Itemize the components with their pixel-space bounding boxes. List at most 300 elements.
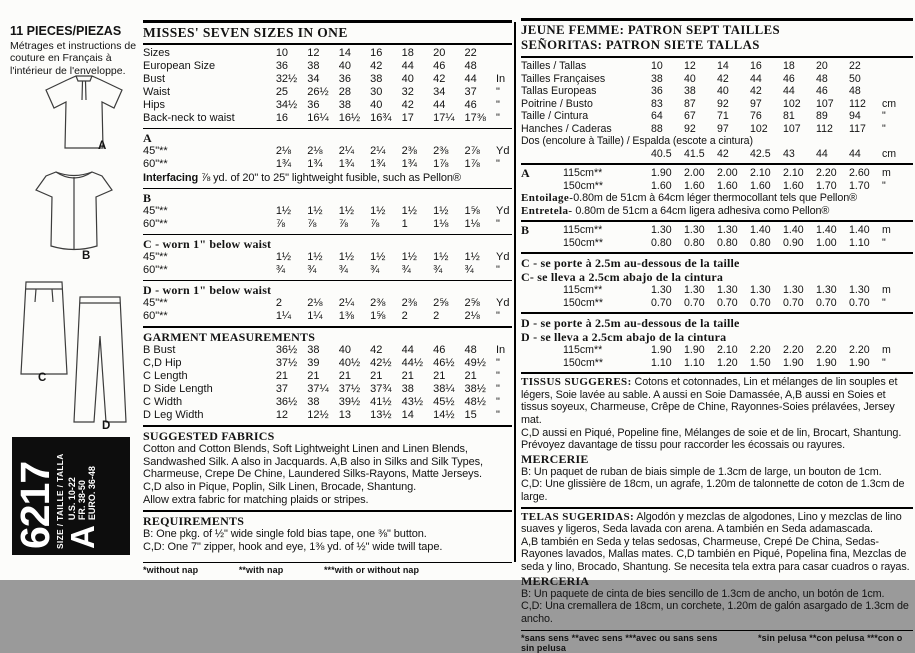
row-label	[521, 148, 651, 161]
row-value: 38	[370, 73, 383, 85]
row-value: ⅞	[307, 217, 317, 230]
interfacing-note-lead: Interfacing	[143, 172, 199, 184]
left-column	[10, 24, 138, 580]
row-value: ¾	[401, 263, 411, 276]
table-row	[143, 73, 512, 86]
row-value: 1.60	[783, 179, 804, 192]
row-value: 1.60	[717, 179, 738, 192]
row-value: 48	[816, 72, 828, 85]
row-label: 60"**	[143, 217, 168, 230]
row-label: 115cm**	[563, 167, 603, 180]
rule	[143, 188, 512, 189]
row-value: 30	[370, 86, 383, 98]
row-value: 2.00	[717, 167, 738, 180]
table-row	[521, 297, 913, 310]
row-value: 13	[338, 408, 351, 421]
table-row	[521, 344, 913, 357]
row-value: 42	[401, 99, 414, 111]
row-value: 40½	[338, 356, 361, 369]
row-value: ⅞	[370, 217, 380, 230]
row-value: 0.70	[750, 296, 771, 309]
nap-footnote	[143, 565, 512, 575]
row-value: 2.20	[783, 344, 804, 357]
row-value: 44½	[401, 356, 424, 369]
table-row	[521, 85, 913, 98]
row-value: 1¾	[338, 158, 355, 170]
table-row	[143, 218, 512, 231]
row-value: 32	[401, 86, 414, 98]
euro-size-range: EURO. 36-48	[87, 466, 97, 521]
table-row	[143, 264, 512, 277]
row-value: 42	[433, 73, 446, 85]
spanish-title: SEÑORITAS: PATRON SIETE TALLAS	[521, 38, 760, 52]
row-value: 1.90	[816, 356, 837, 369]
skirt-c-line-art	[14, 276, 74, 380]
telas-paragraph	[521, 511, 913, 536]
row-unit: m	[882, 224, 891, 237]
row-value: 67	[684, 110, 696, 122]
row-value: 38¼	[433, 382, 455, 395]
row-unit: Yd	[495, 296, 510, 309]
row-value: 42	[750, 85, 762, 97]
row-value: 37¼	[307, 382, 329, 395]
yardage-table-c	[143, 251, 512, 277]
row-value: 49½	[464, 356, 486, 369]
row-label: 150cm**	[563, 179, 604, 192]
row-value: 41.5	[684, 147, 705, 160]
french-title: JEUNE FEMME: PATRON SEPT TAILLES	[521, 23, 781, 37]
row-value: 1¾	[307, 158, 323, 170]
row-value: 1½	[370, 250, 386, 263]
row-value: 1.30	[684, 224, 705, 237]
table-row	[143, 310, 512, 323]
row-value: 34	[307, 73, 320, 85]
rule	[143, 43, 512, 45]
tissus-line-plaids: Prévoyez davantage de tissu pour raccorder les écossais ou rayures.	[521, 439, 845, 452]
row-view-letter	[521, 357, 563, 370]
row-value: 22	[849, 60, 861, 72]
row-label: 45"**	[143, 296, 168, 309]
row-label: C,D Hip	[143, 356, 182, 369]
row-value: 45½	[433, 395, 455, 408]
section-header-a: A	[143, 131, 152, 145]
dos-espalda-values	[521, 148, 913, 161]
row-label: Poitrine / Busto	[521, 97, 593, 110]
row-value: 1⅝	[370, 309, 386, 322]
footnote-with-nap: **with nap	[238, 565, 284, 576]
garment-sketch-c	[14, 276, 74, 380]
row-value: 2	[433, 309, 440, 322]
column-divider	[514, 22, 516, 562]
row-value: 17¼	[433, 112, 455, 124]
row-unit: "	[495, 408, 500, 421]
row-value: 12	[684, 60, 696, 72]
garment-measurements-table	[143, 344, 512, 422]
row-value: 2¼	[370, 145, 386, 157]
row-value: 1½	[464, 250, 480, 263]
row-value: 16¾	[370, 112, 392, 124]
row-label: Tallas Europeas	[521, 85, 597, 97]
row-value: 44	[750, 72, 762, 85]
entoilage-text: 0.80m de 51cm à 64cm léger thermocollant tels que Pellon®	[573, 192, 858, 205]
row-value: ⅞	[275, 217, 285, 230]
mercerie-line-b: B: Un paquet de ruban de biais simple de 1.3cm de large, un bouton de 1cm.	[521, 465, 882, 478]
footnote-french: *sans sens **avec sens ***avec ou sans sens	[521, 633, 718, 644]
row-value: 25	[275, 86, 289, 98]
row-label: C Length	[143, 369, 188, 382]
table-row	[521, 110, 913, 123]
rule	[143, 280, 512, 281]
tissus-text: Cotons et cotonnades, Lin et mélanges de lin souples et légers, Soie lavée au sable. A aussi en Soie Damassée, A,B aussi en Soies et tissus soyeux, Charmeuse, Crêpe de Chine, Rayonnes-Soies prélavées, Jersey mat.	[521, 376, 898, 427]
row-value: 40	[338, 343, 351, 356]
rule	[521, 372, 913, 374]
row-value: 40.5	[651, 147, 672, 160]
row-value: 1.90	[651, 344, 672, 357]
row-value: 1.90	[849, 356, 870, 369]
pattern-number: 6217	[12, 461, 58, 549]
table-row	[521, 167, 913, 180]
requirements-header: REQUIREMENTS	[143, 513, 245, 528]
row-value: 1.30	[750, 284, 771, 297]
row-value: ¾	[370, 263, 380, 276]
table-row	[143, 99, 512, 112]
row-label: 45"**	[143, 204, 168, 217]
row-value: 2.00	[684, 167, 705, 180]
row-value: 40	[370, 99, 383, 111]
row-value: 1½	[338, 250, 355, 263]
metric-yardage-b	[521, 224, 913, 249]
row-value: 38	[401, 382, 414, 395]
row-value: 10	[275, 47, 289, 59]
row-unit: "	[495, 369, 500, 382]
row-value: 83	[651, 97, 663, 110]
row-value: 0.90	[783, 236, 804, 249]
row-value: 76	[750, 110, 762, 122]
section-d-header-fr: D - se porte à 2.5m au-dessous de la taille	[521, 316, 740, 331]
entoilage-note	[521, 192, 913, 205]
row-value: 20	[433, 47, 446, 59]
rule	[143, 425, 512, 427]
us-size-range: U.S. 10-22	[67, 477, 77, 521]
row-value: 38	[338, 99, 351, 111]
section-header-d: D - worn 1" below waist	[143, 282, 272, 297]
row-unit: In	[495, 73, 506, 85]
sens-footnote	[521, 633, 913, 653]
footnote-with-or-without-nap: ***with or without nap	[323, 565, 420, 576]
row-value: 36	[651, 85, 663, 97]
entretela-lead: Entretela-	[521, 204, 573, 217]
table-row	[521, 98, 913, 111]
row-value: 2.10	[750, 167, 771, 180]
yardage-section-a	[143, 131, 512, 185]
table-row	[521, 357, 913, 370]
mercerie-header: MERCERIE	[521, 451, 589, 466]
table-row	[143, 145, 512, 158]
row-value: 12	[275, 408, 289, 421]
row-value: 112	[816, 122, 833, 135]
row-label: 150cm**	[563, 236, 604, 249]
dos-espalda-label: Dos (encolure à Taille) / Espalda (escote a cintura)	[521, 135, 753, 147]
row-value: 1⅞	[433, 158, 449, 170]
row-value: 102	[783, 97, 801, 110]
table-row	[143, 396, 512, 409]
row-value: 1½	[370, 204, 386, 217]
garment-sketch-a	[34, 72, 134, 154]
row-value: 2.10	[717, 344, 738, 357]
row-value: 1½	[275, 250, 292, 263]
row-value: 1.00	[816, 236, 837, 249]
yardage-section-b	[143, 191, 512, 231]
row-value: 48	[849, 85, 861, 97]
merceria-header: MERCERIA	[521, 573, 590, 588]
row-value: 36½	[275, 395, 298, 408]
row-value: 17⅜	[464, 112, 486, 124]
pieces-count: 11 PIECES/PIEZAS	[10, 24, 122, 38]
table-row	[521, 148, 913, 161]
row-value: 0.70	[849, 296, 870, 309]
row-value: 0.70	[651, 296, 672, 309]
row-value: 21	[370, 369, 383, 382]
suggested-fabrics-header: SUGGESTED FABRICS	[143, 428, 275, 443]
row-value: 37½	[275, 356, 298, 369]
row-label: Tailles / Tallas	[521, 60, 587, 72]
row-value: 44	[433, 99, 446, 111]
row-label: Waist	[143, 86, 171, 98]
row-value: 13½	[370, 408, 392, 421]
row-value: 1¼	[307, 309, 323, 322]
table-row	[521, 224, 913, 237]
row-value: 14½	[433, 408, 455, 421]
table-row	[143, 297, 512, 310]
table-row	[521, 180, 913, 193]
english-title: MISSES' SEVEN SIZES IN ONE	[143, 25, 348, 40]
row-label: 45"**	[143, 145, 168, 157]
table-row	[521, 60, 913, 73]
row-value: 1.60	[684, 179, 705, 192]
row-value: 1.20	[717, 356, 738, 369]
row-value: 2.10	[783, 167, 804, 180]
row-label: C Width	[143, 395, 183, 408]
row-value: 46	[464, 99, 477, 111]
row-value: 34½	[275, 99, 298, 111]
row-view-letter	[521, 344, 563, 357]
yardage-table-b	[143, 205, 512, 231]
rule	[521, 163, 913, 165]
size-range-row	[64, 443, 101, 549]
row-value: 1⅜	[338, 309, 355, 322]
row-value: 0.80	[684, 236, 705, 249]
garment-sketch-d	[68, 292, 134, 428]
french-note: Métrages et instructions de couture en Français à l'intérieur de l'enveloppe.	[10, 40, 137, 77]
metric-table-d	[521, 344, 913, 369]
row-value: 1¾	[275, 158, 292, 170]
row-value: 1¼	[275, 309, 292, 322]
row-value: 43	[783, 147, 795, 160]
row-value: 1.30	[717, 224, 738, 237]
row-view-letter	[521, 284, 563, 297]
entoilage-lead: Entoilage-	[521, 192, 574, 205]
table-row	[143, 383, 512, 396]
row-value: 26½	[307, 86, 329, 98]
row-value: 36½	[275, 343, 298, 356]
row-value: 2⅛	[307, 296, 323, 309]
row-value: 1½	[275, 204, 292, 217]
metric-yardage-c	[521, 256, 913, 309]
table-row	[143, 112, 512, 125]
row-value: 64	[651, 110, 663, 122]
row-value: 10	[651, 60, 663, 72]
requirements-line-b: B: One pkg. of ½" wide single fold bias tape, one ⅜" button.	[143, 527, 427, 540]
row-label: Bust	[143, 73, 166, 85]
row-value: 1.40	[750, 224, 771, 237]
row-unit: m	[882, 284, 891, 297]
size-group-letter: A	[64, 525, 101, 549]
pattern-number-box	[12, 437, 130, 555]
top-a-line-art	[34, 72, 134, 154]
row-value: 38	[651, 72, 663, 85]
section-header-c: C - worn 1" below waist	[143, 236, 272, 251]
row-unit: cm	[882, 147, 897, 160]
table-row	[143, 158, 512, 171]
row-value: 81	[783, 110, 795, 122]
row-value: 40	[684, 72, 696, 85]
row-value: 1½	[307, 250, 323, 263]
row-value: 1.30	[651, 224, 672, 237]
row-value: 0.70	[783, 296, 804, 309]
table-row	[143, 86, 512, 99]
row-label: Hanches / Caderas	[521, 122, 612, 135]
fabrics-paragraph: Cotton and Cotton Blends, Soft Lightweight Linen and Linen Blends, Sandwashed Silk. A also in Jacquards. A,B also in Silks and Silk Types, Charmeuse, Crepe De Chine, Laundered Silks-Rayons, Matte Jerseys.	[143, 442, 484, 481]
rule	[521, 220, 913, 222]
row-value: 44	[783, 85, 795, 97]
merceria-line-cd: C,D: Una cremallera de 18cm, un corchete, 1.20m de galón asargado de 1.3cm de ancho.	[521, 600, 909, 625]
row-value: 1.50	[750, 356, 771, 369]
size-taille-talla-label: SIZE / TAILLE / TALLA	[55, 453, 65, 549]
row-value: 1.40	[849, 224, 870, 237]
row-value: 1	[401, 217, 408, 230]
row-label: 150cm**	[563, 296, 604, 309]
row-label: 60"**	[143, 158, 168, 170]
size-ranges	[67, 466, 97, 520]
rule	[521, 630, 913, 631]
row-view-letter	[521, 180, 563, 193]
row-value: 38½	[464, 382, 486, 395]
metric-table-b	[521, 224, 913, 249]
sketch-label-c: C	[38, 372, 47, 384]
row-unit: "	[495, 217, 500, 230]
row-label: 150cm**	[563, 356, 604, 369]
rule	[143, 234, 512, 235]
row-value: 21	[433, 369, 446, 382]
row-value: 107	[783, 122, 801, 135]
table-row	[143, 47, 512, 60]
row-value: 2⅜	[433, 145, 449, 157]
row-value: 1⅛	[464, 217, 480, 230]
row-value: 2⅜	[401, 145, 417, 157]
row-value: 2.20	[750, 344, 771, 357]
row-unit: "	[882, 122, 886, 135]
row-value: 42	[717, 72, 729, 85]
rule	[521, 18, 913, 21]
row-value: ¾	[307, 263, 317, 276]
garment-measurements-header: GARMENT MEASUREMENTS	[143, 329, 316, 344]
row-value: 46	[433, 343, 446, 356]
row-value: 2⅛	[464, 309, 480, 322]
french-spanish-column	[521, 18, 913, 653]
entretela-text: 0.80m de 51cm a 64cm ligera adhesiva como Pellon®	[572, 204, 830, 217]
row-value: 1¾	[401, 158, 417, 170]
row-value: 97	[717, 122, 729, 135]
table-row	[143, 370, 512, 383]
row-value: 2⅛	[275, 145, 292, 157]
row-value: 1⅞	[464, 158, 480, 170]
row-value: 2⅝	[464, 296, 480, 309]
row-value: 1¾	[370, 158, 386, 170]
row-value: 12	[307, 47, 320, 59]
row-value: 1.90	[783, 356, 804, 369]
row-unit: "	[495, 86, 500, 98]
row-value: 2⅜	[370, 296, 386, 309]
row-value: 1.60	[651, 179, 672, 192]
row-unit: "	[495, 263, 500, 276]
interfacing-note	[143, 172, 512, 185]
row-value: ¾	[433, 263, 443, 276]
section-c-header-es: C- se lleva a 2.5cm abajo de la cintura	[521, 270, 724, 285]
row-value: 87	[684, 97, 696, 110]
mercerie-line-cd: C,D: Une glissière de 18cm, un agrafe, 1.20m de talonnette de coton de 1.3cm de large.	[521, 478, 905, 504]
row-unit: "	[495, 99, 500, 111]
row-value: 102	[750, 122, 768, 135]
row-label: 60"**	[143, 309, 168, 322]
requirements-line-cd: C,D: One 7" zipper, hook and eye, 1⅜ yd. of ½" wide twill tape.	[143, 540, 443, 553]
row-value: ¾	[338, 263, 348, 276]
row-unit: "	[882, 179, 886, 192]
row-label: Hips	[143, 99, 166, 111]
row-value: 44	[401, 60, 414, 72]
tissus-header-inline: TISSUS SUGGERES:	[521, 376, 632, 389]
row-value: 1⅛	[433, 217, 449, 230]
row-value: 21	[464, 369, 477, 382]
row-value: 1.70	[816, 179, 837, 192]
metric-table-a	[521, 167, 913, 192]
row-value: 22	[464, 47, 477, 59]
row-value: 42	[717, 147, 729, 160]
row-view-letter	[521, 237, 563, 250]
row-value: 92	[717, 97, 729, 110]
row-unit: "	[495, 309, 500, 322]
row-value: 46	[783, 72, 795, 85]
row-value: 21	[401, 369, 414, 382]
table-row	[521, 73, 913, 86]
row-value: 21	[275, 369, 289, 382]
row-value: 1.10	[684, 356, 705, 369]
row-value: 1.90	[684, 344, 705, 357]
row-value: 44	[849, 147, 861, 160]
row-value: 48½	[464, 395, 486, 408]
row-value: 42½	[370, 356, 392, 369]
table-row	[521, 237, 913, 250]
yardage-section-d	[143, 283, 512, 323]
row-value: 38	[684, 85, 696, 97]
row-value: 16	[750, 60, 762, 72]
row-value: 32½	[275, 73, 298, 85]
row-value: 0.80	[717, 236, 738, 249]
row-value: 88	[651, 122, 663, 135]
fabrics-line-cd: C,D also in Pique, Poplin, Silk Linen, Brocade, Shantung.	[143, 481, 417, 494]
row-value: 42	[370, 343, 383, 356]
table-row	[521, 123, 913, 136]
row-value: 36	[275, 60, 289, 72]
